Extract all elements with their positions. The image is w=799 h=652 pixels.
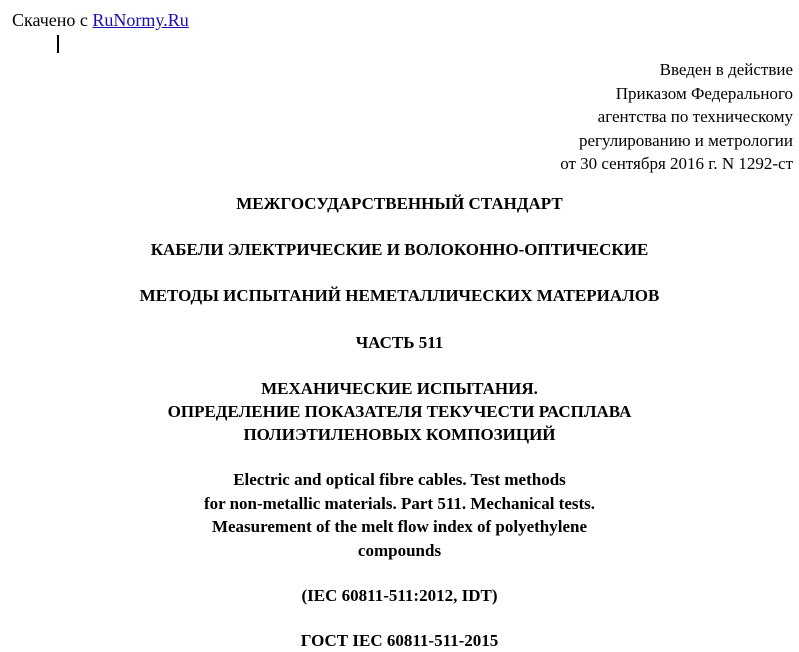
approval-line: Введен в действие: [659, 60, 793, 79]
iec-reference: (IEC 60811-511:2012, IDT): [301, 586, 498, 605]
part-heading: ЧАСТЬ 511: [355, 333, 444, 352]
approval-line: от 30 сентября 2016 г. N 1292-ст: [560, 154, 793, 173]
standard-type-heading: МЕЖГОСУДАРСТВЕННЫЙ СТАНДАРТ: [236, 194, 563, 213]
source-prefix: Скачено с: [12, 10, 93, 30]
english-title-line: compounds: [357, 540, 442, 560]
runormy-link[interactable]: RuNormy.Ru: [92, 10, 189, 30]
title-line-2: МЕТОДЫ ИСПЫТАНИЙ НЕМЕТАЛЛИЧЕСКИХ МАТЕРИАЛОВ: [139, 286, 660, 305]
subtitle-block: [0, 377, 799, 446]
gost-number: ГОСТ IEC 60811-511-2015: [300, 631, 499, 650]
subtitle-line: ОПРЕДЕЛЕНИЕ ПОКАЗАТЕЛЯ ТЕКУЧЕСТИ РАСПЛАВА: [167, 402, 632, 421]
english-title-line: for non-metallic materials. Part 511. Mechanical tests.: [203, 493, 596, 513]
approval-block: [560, 58, 793, 176]
english-title-block: [0, 468, 799, 562]
english-title-line: Measurement of the melt flow index of polyethylene: [211, 517, 588, 536]
approval-line: Приказом Федерального: [615, 83, 793, 103]
title-line-1: КАБЕЛИ ЭЛЕКТРИЧЕСКИЕ И ВОЛОКОННО-ОПТИЧЕСКИЕ: [150, 240, 649, 259]
english-title-line: Electric and optical fibre cables. Test methods: [233, 470, 566, 489]
source-line: [12, 9, 189, 31]
approval-line: агентства по техническому: [597, 107, 793, 126]
subtitle-line: МЕХАНИЧЕСКИЕ ИСПЫТАНИЯ.: [261, 379, 538, 398]
approval-line: регулированию и метрологии: [578, 130, 793, 150]
subtitle-line: ПОЛИЭТИЛЕНОВЫХ КОМПОЗИЦИЙ: [243, 425, 556, 444]
text-cursor: [57, 35, 59, 53]
